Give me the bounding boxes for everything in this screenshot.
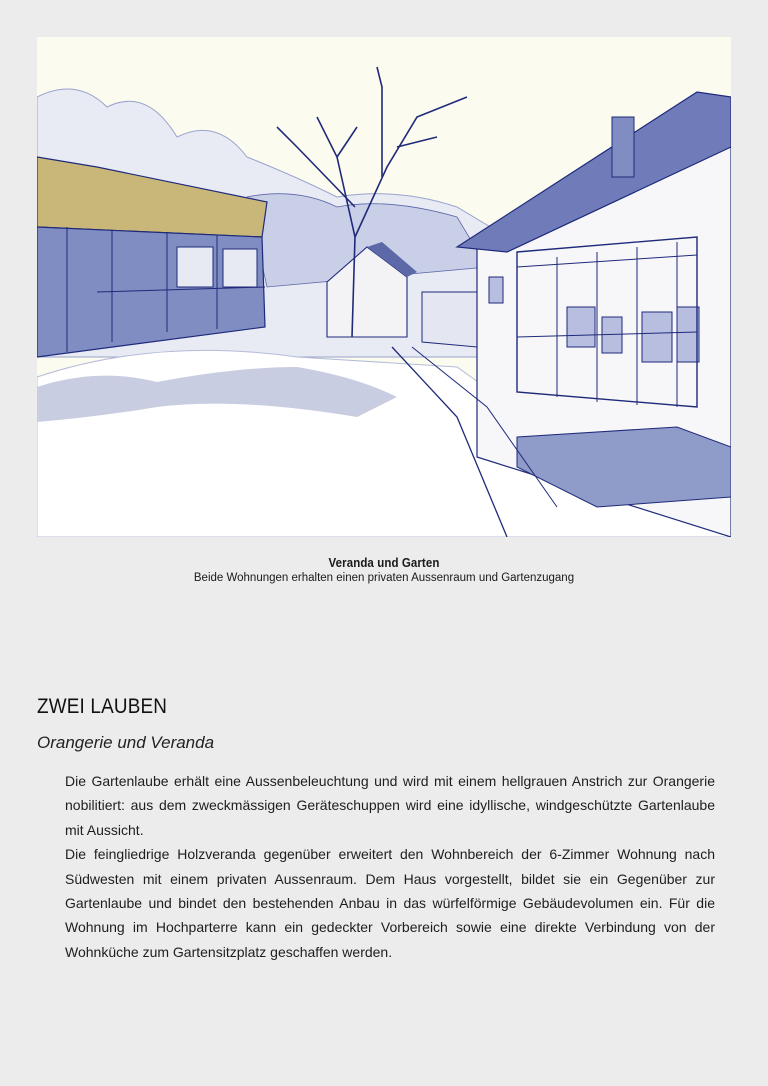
- section-heading: ZWEI LAUBEN: [37, 695, 168, 718]
- section-subheading: Orangerie und Veranda: [37, 733, 215, 752]
- paragraph: Die Gartenlaube erhält eine Aussenbeleuchtung und wird mit einem hellgrauen Anstrich zur Orangerie nobilitiert: aus dem zweckmässigen Geräteschuppen wird eine idyllische, windgeschützte Gartenlaube mit Aussicht.: [65, 773, 715, 838]
- body-text: [65, 769, 715, 964]
- veranda-garden-sketch: [37, 37, 731, 537]
- paragraph: Die feingliedrige Holzveranda gegenüber erweitert den Wohnbereich der 6-Zimmer Wohnung nach Südwesten mit einem privaten Aussenraum. Dem Haus vorgestellt, bildet sie ein Gegenüber zur Gartenlaube und bindet den bestehenden Anbau in das würfelförmige Gebäudevolumen ein. Für die Wohnung im Hochparterre kann ein gedeckter Vorbereich sowie eine direkte Verbindung von der Wohnküche zum Gartensitzplatz geschaffen werden.: [65, 846, 715, 960]
- caption-title: Veranda und Garten: [328, 556, 440, 570]
- figure-caption: [0, 555, 768, 586]
- caption-subtitle: Beide Wohnungen erhalten einen privaten Aussenraum und Gartenzugang: [193, 572, 575, 584]
- sketch-drawing: [37, 37, 731, 537]
